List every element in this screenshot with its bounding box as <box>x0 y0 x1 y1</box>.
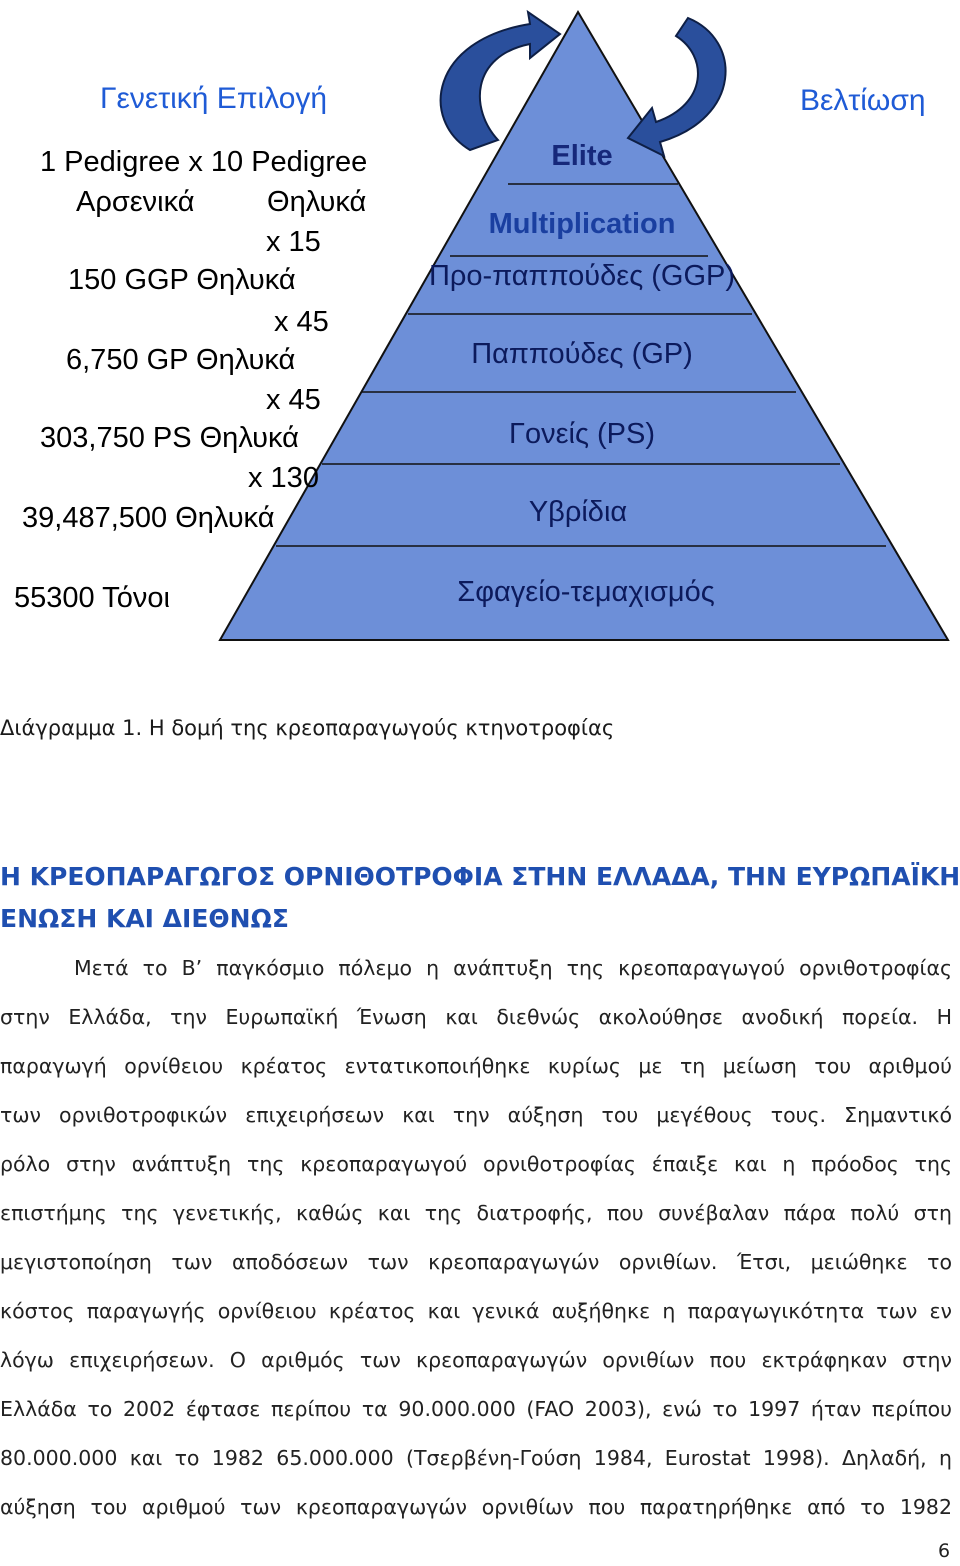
paragraph-line: στην Ελλάδα, την Ευρωπαϊκή Ένωση και διεθνώς ακολούθησε ανοδική πορεία. Η <box>0 1005 952 1029</box>
paragraph-line: λόγω επιχειρήσεων. Ο αριθμός των κρεοπαραγωγών ορνιθίων που εκτράφηκαν στην <box>0 1348 952 1372</box>
body-paragraph <box>0 944 952 1532</box>
section-heading-line1: Η ΚΡΕΟΠΑΡΑΓΩΓΟΣ ΟΡΝΙΘΟΤΡΟΦΙΑ ΣΤΗΝ ΕΛΛΑΔΑ, ΤΗΝ ΕΥΡΩΠΑΪΚΗ <box>0 862 960 891</box>
pyramid-level-gp: Παππούδες (GP) <box>471 338 693 370</box>
paragraph-line: Ελλάδα το 2002 έφτασε περίπου τα 90.000.000 (FAO 2003), ενώ το 1997 ήταν περίπου <box>0 1397 952 1421</box>
pyramid-level-slaughter: Σφαγείο-τεμαχισμός <box>457 576 715 608</box>
left-line: Αρσενικά Θηλυκά <box>76 186 367 218</box>
paragraph-line: 80.000.000 και το 1982 65.000.000 (Τσερβένη-Γούση 1984, Eurostat 1998). Δηλαδή, η <box>0 1446 952 1470</box>
paragraph-line: ρόλο στην ανάπτυξη της κρεοπαραγωγού ορνιθοτροφίας έπαιξε και η πρόοδος της <box>0 1152 952 1176</box>
paragraph-line: Μετά το Β’ παγκόσμιο πόλεμο η ανάπτυξη της κρεοπαραγωγού ορνιθοτροφίας <box>74 956 952 980</box>
pyramid-level-hybrids: Υβρίδια <box>528 496 628 528</box>
left-line: x 15 <box>266 226 321 258</box>
left-line: 1 Pedigree x 10 Pedigree <box>40 146 368 178</box>
pyramid-level-ps: Γονείς (PS) <box>508 418 656 450</box>
left-line: 55300 Τόνοι <box>14 582 170 614</box>
page-number: 6 <box>938 1540 951 1562</box>
left-line: 39,487,500 Θηλυκά <box>22 502 275 534</box>
paragraph-line: παραγωγή ορνίθειου κρέατος εντατικοποιήθηκε κυρίως με τη μείωση του αριθμού <box>0 1054 952 1078</box>
left-line: 6,750 GP Θηλυκά <box>66 344 296 376</box>
left-line: 150 GGP Θηλυκά <box>68 264 296 296</box>
pyramid-level-elite: Elite <box>551 140 613 172</box>
figure-caption: Διάγραμμα 1. Η δομή της κρεοπαραγωγούς κτηνοτροφίας <box>0 716 615 740</box>
paragraph-line: κόστος παραγωγής ορνίθειου κρέατος και γενικά αυξήθηκε η παραγωγικότητα των εν <box>0 1299 952 1323</box>
pyramid-level-ggp: Προ-παππούδες (GGP) <box>428 260 736 292</box>
paragraph-line: των ορνιθοτροφικών επιχειρήσεων και την αύξηση του μεγέθους τους. Σημαντικό <box>0 1103 952 1127</box>
paragraph-line: μεγιστοποίηση των αποδόσεων των κρεοπαραγωγών ορνιθίων. Έτσι, μειώθηκε το <box>0 1250 952 1274</box>
left-line: x 130 <box>248 462 319 494</box>
left-title: Γενετική Επιλογή <box>100 82 328 115</box>
pyramid-level-multiplication: Multiplication <box>488 208 676 240</box>
paragraph-line: επιστήμης της γενετικής, καθώς και της διατροφής, που συνέβαλαν πάρα πολύ στη <box>0 1201 952 1225</box>
left-line: x 45 <box>274 306 329 338</box>
left-line: x 45 <box>266 384 321 416</box>
left-line: 303,750 PS Θηλυκά <box>40 422 299 454</box>
section-heading-line2: ΕΝΩΣΗ ΚΑΙ ΔΙΕΘΝΩΣ <box>0 904 289 933</box>
right-title: Βελτίωση <box>800 84 926 117</box>
paragraph-line: αύξηση του αριθμού των κρεοπαραγωγών ορνιθίων που παρατηρήθηκε από το 1982 <box>0 1495 952 1519</box>
